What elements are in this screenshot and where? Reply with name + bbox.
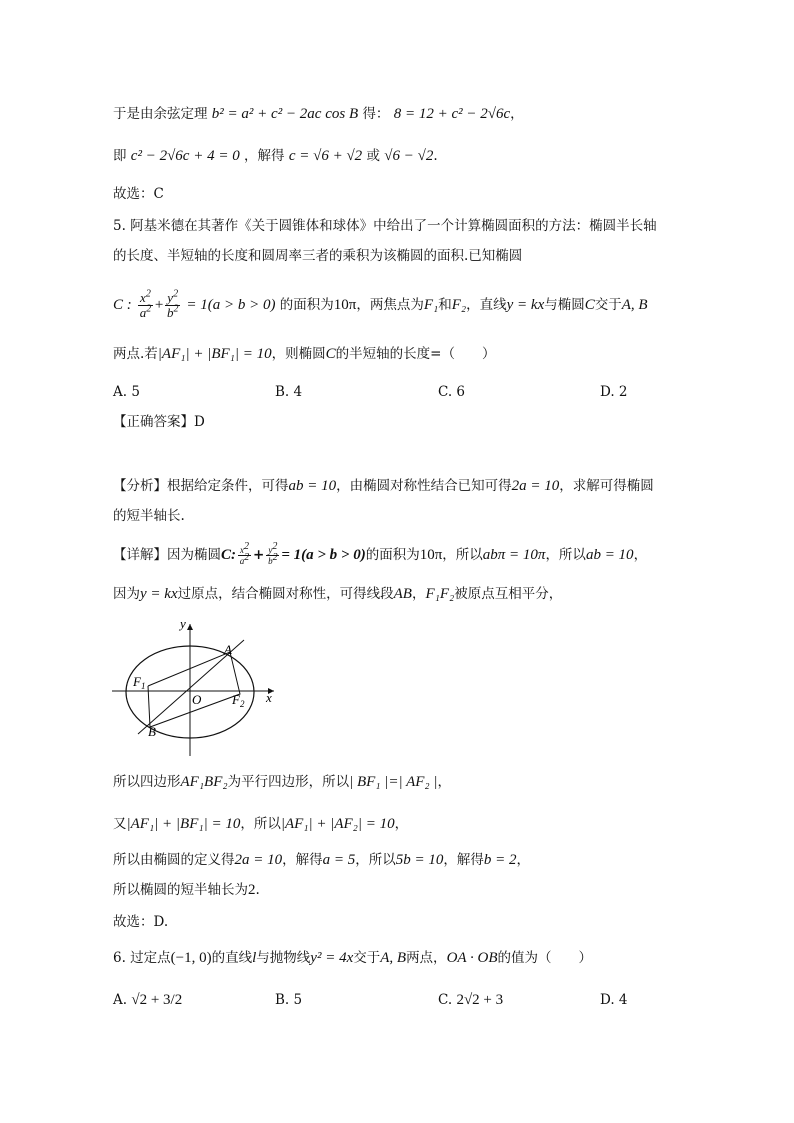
q5-text: 的面积为 bbox=[365, 547, 420, 563]
q5-math: C: bbox=[221, 547, 236, 563]
q6-stem bbox=[113, 948, 592, 968]
q4-solution: c = √6 + √2 bbox=[288, 148, 363, 164]
q6-option-b: B. 5 bbox=[275, 992, 303, 1008]
q5-math: 2a = 10 bbox=[511, 478, 560, 494]
q5-text: ， bbox=[516, 852, 530, 868]
q6-math: y² = 4x bbox=[310, 950, 354, 966]
ellipse-name: C : bbox=[113, 297, 132, 313]
q5-text: 所以椭圆的短半轴长为 bbox=[113, 882, 248, 898]
fraction-x2-a2: $\frac{x^2}{a^2}$ bbox=[139, 288, 152, 320]
q4-equation: 8 = 12 + c² − 2√6c bbox=[393, 106, 511, 122]
q5-text: 过原点，结合椭圆对称性，可得线段 bbox=[177, 586, 394, 602]
origin-label: O bbox=[192, 692, 202, 707]
q5-detail-line6 bbox=[113, 880, 260, 900]
q5-text: ， bbox=[633, 547, 648, 563]
q5-text: ，直线 bbox=[466, 297, 507, 313]
q5-math: |AF₁| + |AF₂| = 10 bbox=[280, 816, 395, 832]
q5-text: 【分析】根据给定条件，可得 bbox=[113, 478, 289, 494]
q5-text: ，两焦点为 bbox=[356, 297, 424, 313]
q5-text: ， bbox=[411, 586, 426, 602]
q5-text: ，所以 bbox=[442, 547, 483, 563]
q5-stem-line3: C : $\frac{x^2}{a^2}$ + $\frac{y^2}{b^2}$ = 1(a > b > 0) 的面积为10π，两焦点为F₁和F₂，直线y = kx与椭圆C交于A, B bbox=[113, 288, 648, 320]
q4-punct: ， bbox=[510, 106, 524, 122]
q5-analysis-line2: 的短半轴长. bbox=[113, 508, 185, 524]
q5-text: 所以四边形 bbox=[113, 774, 181, 790]
ellipse-name: C bbox=[325, 346, 336, 362]
q5-math: AF₁BF₂ bbox=[180, 774, 228, 790]
fraction-y2-b2: $\frac{y^2}{b^2}$ bbox=[166, 288, 179, 320]
q6-text: 的值为（ ） bbox=[497, 950, 593, 966]
q5-text: ， bbox=[394, 816, 409, 832]
q4-equation: c² − 2√6c + 4 = 0 bbox=[130, 148, 240, 164]
q5-math: a = 5 bbox=[322, 852, 356, 868]
q5-stem-line4 bbox=[113, 344, 495, 364]
q4-cosine-line bbox=[113, 104, 524, 124]
q5-math: F₁F₂ bbox=[425, 586, 455, 602]
q5-correct-answer: 【正确答案】D bbox=[113, 414, 205, 430]
q5-detail-line4 bbox=[113, 814, 408, 834]
q5-detail-line3 bbox=[113, 772, 451, 792]
q5-text: 又 bbox=[113, 816, 127, 832]
q5-text: . bbox=[255, 882, 260, 898]
q5-stem-line1: 5. 阿基米德在其著作《关于圆锥体和球体》中给出了一个计算椭圆面积的方法：椭圆半长轴 bbox=[113, 218, 657, 234]
y-axis-arrow bbox=[187, 624, 193, 630]
q6-text: 的直线 bbox=[211, 950, 253, 966]
focus-f2-label: $F_2$ bbox=[232, 692, 245, 709]
q5-text: ， bbox=[437, 774, 452, 790]
ellipse-name: C bbox=[584, 297, 595, 313]
q5-detail-line1: 【详解】因为椭圆C: $\frac{x^2}{a^2}$ + $\frac{y^2}{b^2}$ = 1(a > b > 0)的面积为10π，所以abπ = 10π，所以ab = 10， bbox=[113, 541, 648, 566]
q5-text: 【详解】因为椭圆 bbox=[113, 547, 221, 563]
q5-text: 和 bbox=[438, 297, 452, 313]
q5-option-d: D. 2 bbox=[600, 384, 628, 400]
ellipse-area: 10π bbox=[333, 297, 357, 313]
q5-answer: 故选：D. bbox=[113, 914, 169, 930]
y-axis-label: y bbox=[180, 616, 186, 631]
q5-text: ，所以 bbox=[545, 547, 586, 563]
line-equation: y = kx bbox=[506, 297, 545, 313]
q5-text: ，求解可得椭圆 bbox=[559, 478, 654, 494]
q5-math: abπ = 10π bbox=[482, 547, 546, 563]
ellipse-condition: = 1(a > b > 0) bbox=[186, 297, 276, 313]
q5-detail-line2 bbox=[113, 584, 562, 604]
point-a-label: A bbox=[224, 642, 232, 657]
fraction-x2-a2-small: $\frac{x^2}{a^2}$ bbox=[239, 541, 250, 566]
q4-text: 于是由余弦定理 bbox=[113, 106, 208, 122]
q5-option-b: B. 4 bbox=[275, 384, 303, 400]
q6-option-c bbox=[438, 990, 503, 1010]
q6-text: 与抛物线 bbox=[256, 950, 311, 966]
q5-math: AB bbox=[393, 586, 412, 602]
ellipse-figure bbox=[108, 614, 288, 764]
parallelogram-af1bf2 bbox=[148, 652, 240, 727]
x-axis-label: x bbox=[266, 690, 272, 705]
q6-option-math: √2 + 3/2 bbox=[131, 992, 183, 1008]
q6-option-a bbox=[113, 990, 182, 1010]
q6-option-label: C. bbox=[438, 992, 453, 1008]
q5-text: ，解得 bbox=[282, 852, 323, 868]
q5-math: ab = 10 bbox=[585, 547, 634, 563]
q4-answer: 故选：C bbox=[113, 186, 164, 202]
q5-analysis-line1 bbox=[113, 476, 654, 496]
q5-math: 10π bbox=[419, 547, 443, 563]
q4-text: 即 bbox=[113, 148, 127, 164]
q5-math: = 1(a > b > 0) bbox=[281, 547, 366, 563]
q5-text: ，所以 bbox=[355, 852, 396, 868]
q5-option-a: A. 5 bbox=[113, 384, 140, 400]
q4-solution: √6 − √2 bbox=[384, 148, 434, 164]
q4-formula: b² = a² + c² − 2ac cos B bbox=[211, 106, 359, 122]
q4-text: ，解得 bbox=[244, 148, 285, 164]
q6-text: 两点， bbox=[406, 950, 447, 966]
q6-option-d: D. 4 bbox=[600, 992, 628, 1008]
q5-text: 因为 bbox=[113, 586, 140, 602]
point-b-label: B bbox=[148, 724, 156, 739]
q5-text: ，解得 bbox=[443, 852, 484, 868]
q6-text: 6. 过定点 bbox=[113, 950, 171, 966]
vector-dot-product: OA · OB bbox=[446, 950, 498, 966]
q5-text: 与椭圆 bbox=[544, 297, 585, 313]
focus-f2: F₂ bbox=[451, 297, 467, 313]
q5-option-c: C. 6 bbox=[438, 384, 466, 400]
q6-option-math: 2√2 + 3 bbox=[456, 992, 504, 1008]
points-ab: A, B bbox=[621, 297, 648, 313]
q4-solve-line bbox=[113, 146, 438, 166]
q5-math: 5b = 10 bbox=[395, 852, 444, 868]
q5-text: 所以由椭圆的定义得 bbox=[113, 852, 235, 868]
q5-text: ，则椭圆 bbox=[271, 346, 326, 362]
q5-math: b = 2 bbox=[483, 852, 517, 868]
q5-text: 为平行四边形，所以 bbox=[227, 774, 350, 790]
q6-text: 交于 bbox=[353, 950, 381, 966]
q6-option-label: A. bbox=[113, 992, 128, 1008]
q5-math: y = kx bbox=[140, 586, 178, 602]
q6-math: (−1, 0) bbox=[170, 950, 212, 966]
q5-text: 的半短轴的长度=（ ） bbox=[335, 346, 496, 362]
q5-text: 交于 bbox=[594, 297, 622, 313]
q5-math: ab = 10 bbox=[288, 478, 337, 494]
q5-text: ，所以 bbox=[240, 816, 281, 832]
q4-text: 得： bbox=[362, 106, 390, 122]
q5-math: 2a = 10 bbox=[234, 852, 283, 868]
q5-math: |AF₁| + |BF₁| = 10 bbox=[126, 816, 241, 832]
q4-punct: . bbox=[433, 148, 438, 164]
focus-f1-label: $F_1$ bbox=[133, 674, 146, 691]
q5-text: 被原点互相平分， bbox=[454, 586, 563, 602]
q6-math: l bbox=[252, 950, 257, 966]
q5-text: 的面积为 bbox=[279, 297, 334, 313]
fraction-y2-b2-small: $\frac{y^2}{b^2}$ bbox=[268, 541, 278, 566]
q5-stem-line2: 的长度、半短轴的长度和圆周率三者的乘积为该椭圆的面积.已知椭圆 bbox=[113, 248, 523, 264]
q5-math: 2 bbox=[248, 882, 256, 898]
q5-text: 两点.若 bbox=[113, 346, 158, 362]
q5-math: | BF₁ |=| AF₂ | bbox=[349, 774, 438, 790]
q4-text: 或 bbox=[366, 148, 380, 164]
q5-condition: |AF₁| + |BF₁| = 10 bbox=[157, 346, 272, 362]
q5-detail-line5 bbox=[113, 850, 530, 870]
focus-f1: F₁ bbox=[423, 297, 439, 313]
q6-math: A, B bbox=[380, 950, 407, 966]
q5-text: ，由椭圆对称性结合已知可得 bbox=[336, 478, 512, 494]
